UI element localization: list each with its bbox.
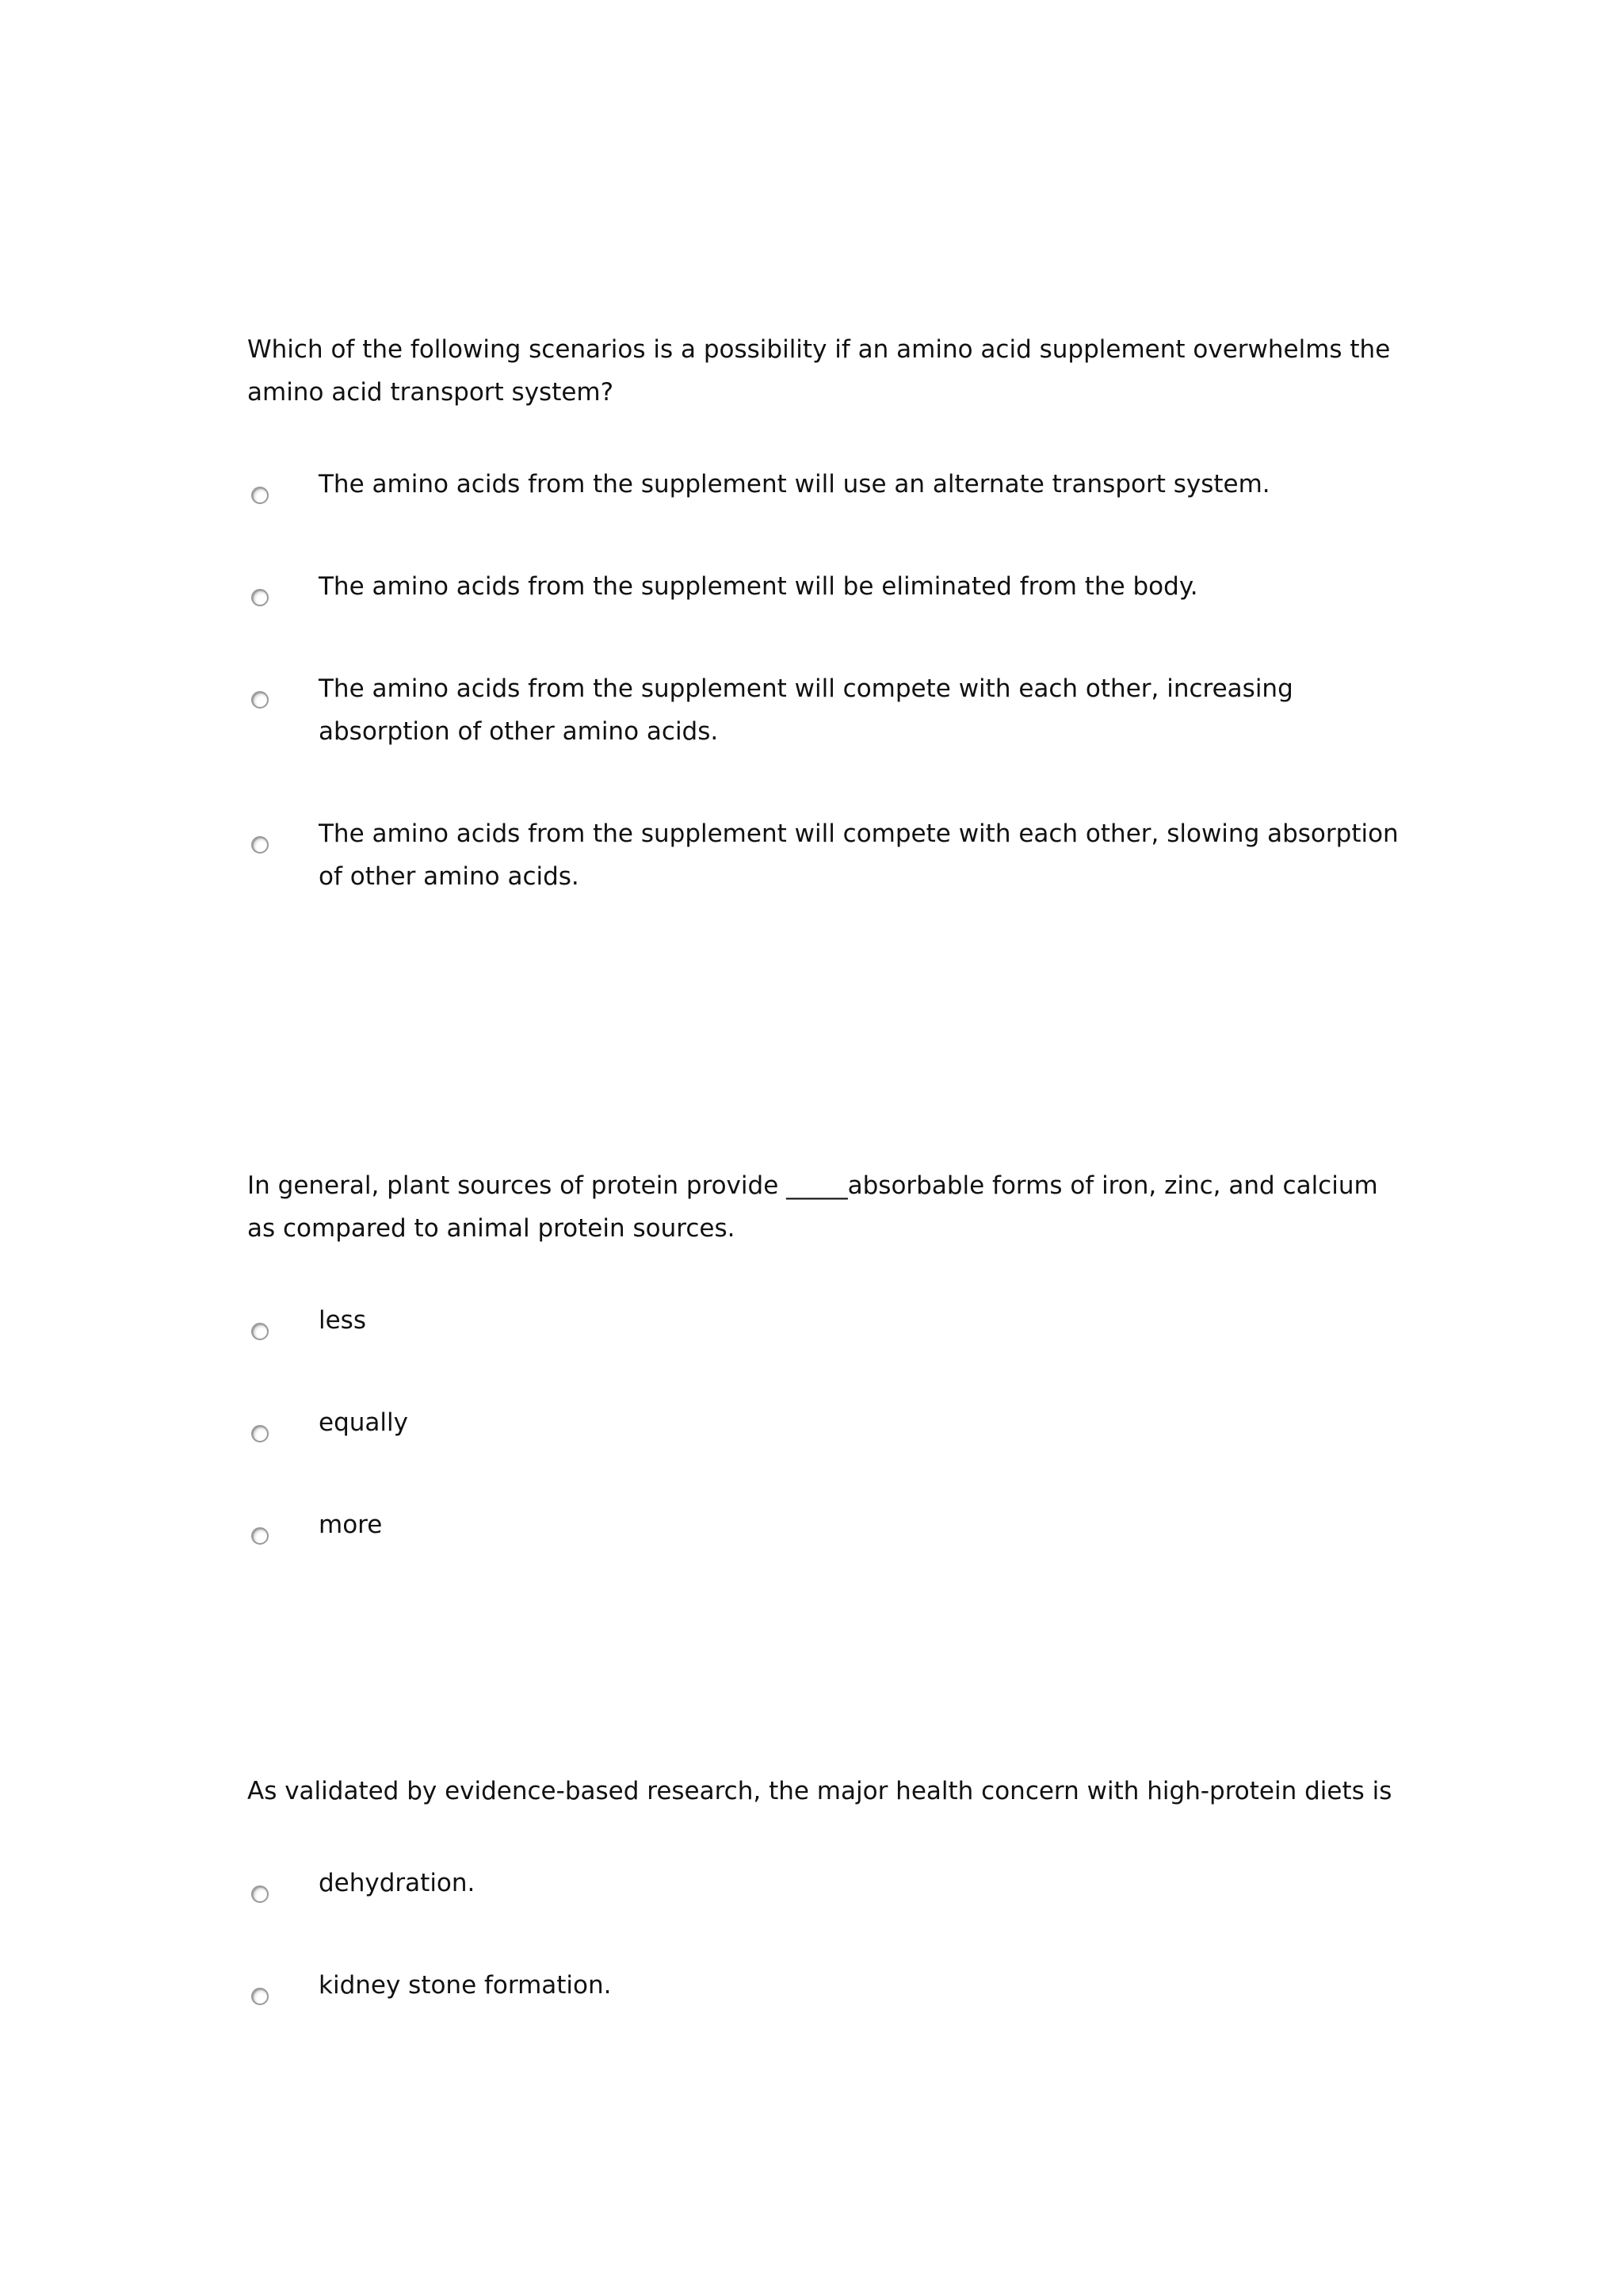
radio-button[interactable] — [251, 1323, 269, 1340]
question-2-option-a[interactable] — [247, 1299, 1404, 1347]
question-1-option-a[interactable] — [247, 463, 1404, 510]
question-2-option-c[interactable] — [247, 1503, 1404, 1551]
option-label[interactable]: more — [319, 1511, 383, 1539]
question-1-option-d[interactable] — [247, 812, 1404, 891]
question-2-text: In general, plant sources of protein provide _____absorbable forms of iron, zinc, and calcium as compared to animal protein sources. — [247, 1171, 1378, 1243]
question-1-option-b[interactable] — [247, 565, 1404, 613]
option-label[interactable]: The amino acids from the supplement will be eliminated from the body. — [319, 572, 1198, 601]
radio-button[interactable] — [251, 691, 269, 709]
option-label[interactable]: The amino acids from the supplement will use an alternate transport system. — [319, 470, 1270, 499]
option-label[interactable]: less — [319, 1306, 366, 1335]
radio-button[interactable] — [251, 589, 269, 606]
question-2 — [247, 1164, 1404, 1539]
question-1 — [247, 328, 1404, 891]
option-label[interactable]: The amino acids from the supplement will compete with each other, increasing absorption of other amino acids. — [319, 674, 1293, 746]
question-3-option-b[interactable] — [247, 1964, 1404, 2011]
question-3 — [247, 1770, 1404, 2000]
question-3-text: As validated by evidence-based research, the major health concern with high-protein diets is — [247, 1777, 1392, 1805]
question-1-option-c[interactable] — [247, 667, 1404, 746]
radio-button[interactable] — [251, 836, 269, 854]
option-label[interactable]: dehydration. — [319, 1869, 475, 1897]
question-3-option-a[interactable] — [247, 1862, 1404, 1909]
question-1-text: Which of the following scenarios is a possibility if an amino acid supplement overwhelms the amino acid transport system? — [247, 335, 1391, 407]
option-label[interactable]: The amino acids from the supplement will compete with each other, slowing absorption of other amino acids. — [319, 819, 1399, 891]
question-2-option-b[interactable] — [247, 1401, 1404, 1449]
radio-button[interactable] — [251, 1527, 269, 1545]
radio-button[interactable] — [251, 1885, 269, 1903]
radio-button[interactable] — [251, 1425, 269, 1442]
radio-button[interactable] — [251, 487, 269, 504]
option-label[interactable]: kidney stone formation. — [319, 1971, 612, 2000]
option-label[interactable]: equally — [319, 1408, 408, 1437]
radio-button[interactable] — [251, 1988, 269, 2005]
